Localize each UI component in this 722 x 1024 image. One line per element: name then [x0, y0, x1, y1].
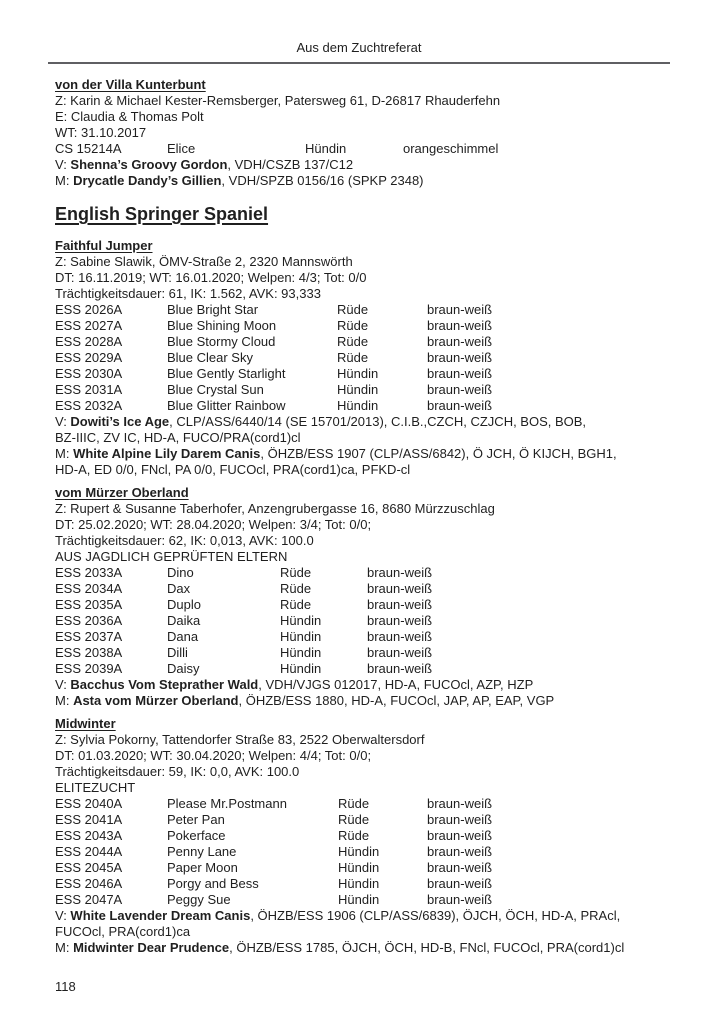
puppy-name: Daisy	[167, 661, 200, 676]
puppy-color: braun-weiß	[427, 876, 493, 891]
puppy-reg: ESS 2034A	[55, 581, 123, 596]
kennel-title: von der Villa Kunterbunt	[55, 77, 206, 92]
puppy-sex: Rüde	[338, 796, 370, 811]
puppy-row	[55, 318, 672, 334]
puppy-row	[55, 366, 672, 382]
puppy-reg: ESS 2027A	[55, 318, 123, 333]
breed-heading: English Springer Spaniel	[55, 204, 269, 224]
puppy-row	[55, 398, 672, 414]
puppy-row	[55, 860, 672, 876]
puppy-reg: ESS 2036A	[55, 613, 123, 628]
breeder-line: Z: Rupert & Susanne Taberhofer, Anzengrubergasse 16, 8680 Mürzzuschlag	[55, 501, 495, 516]
sire-label: V:	[55, 677, 71, 692]
puppy-name: Blue Clear Sky	[167, 350, 253, 365]
dam-titles: , ÖHZB/ESS 1907 (CLP/ASS/6842), Ö JCH, Ö KIJCH, BGH1,	[260, 446, 617, 461]
puppy-row	[55, 613, 672, 629]
sire-name: Dowiti’s Ice Age	[70, 414, 170, 429]
sire-line	[55, 414, 672, 430]
puppy-color: braun-weiß	[427, 302, 493, 317]
puppy-name: Peggy Sue	[167, 892, 231, 907]
puppy-name: Blue Glitter Rainbow	[167, 398, 286, 413]
puppy-color: braun-weiß	[427, 860, 493, 875]
sire-titles: , VDH/VJGS 012017, HD-A, FUCOcl, AZP, HZP	[258, 677, 534, 692]
puppy-sex: Hündin	[338, 860, 380, 875]
puppy-sex: Rüde	[338, 812, 370, 827]
sire-line	[55, 908, 672, 924]
sire-name: Bacchus Vom Steprather Wald	[70, 677, 259, 692]
puppy-row	[55, 844, 672, 860]
puppy-color: braun-weiß	[367, 629, 433, 644]
puppy-color: braun-weiß	[427, 796, 493, 811]
breeder-line: Z: Karin & Michael Kester-Remsberger, Patersweg 61, D-26817 Rhauderfehn	[55, 93, 501, 108]
puppy-reg: ESS 2035A	[55, 597, 123, 612]
sire-line-continued: FUCOcl, PRA(cord1)ca	[55, 924, 191, 939]
kennel-section-faithful-jumper	[55, 238, 672, 478]
puppy-sex: Rüde	[337, 350, 369, 365]
note-line: ELITEZUCHT	[55, 780, 136, 795]
puppy-row	[55, 350, 672, 366]
dam-label: M:	[55, 173, 74, 188]
puppy-sex: Hündin	[338, 876, 380, 891]
dam-line-continued: HD-A, ED 0/0, FNcl, PA 0/0, FUCOcl, PRA(cord1)ca, PFKD-cl	[55, 462, 411, 477]
puppy-name: Dax	[167, 581, 191, 596]
dam-titles: , ÖHZB/ESS 1785, ÖJCH, ÖCH, HD-B, FNcl, FUCOcl, PRA(cord1)cl	[229, 940, 625, 955]
puppy-name: Dino	[167, 565, 194, 580]
puppy-name: Porgy and Bess	[167, 876, 259, 891]
sire-name: Shenna’s Groovy Gordon	[70, 157, 228, 172]
puppy-sex: Hündin	[338, 892, 380, 907]
puppy-color: braun-weiß	[427, 828, 493, 843]
puppy-name: Daika	[167, 613, 201, 628]
kennel-section-midwinter	[55, 716, 672, 956]
sire-label: V:	[55, 414, 71, 429]
puppy-row	[55, 796, 672, 812]
puppy-name: Paper Moon	[167, 860, 238, 875]
puppy-sex: Hündin	[280, 613, 322, 628]
sire-line	[55, 677, 672, 693]
puppy-reg: ESS 2026A	[55, 302, 123, 317]
puppy-reg: ESS 2041A	[55, 812, 123, 827]
puppy-row	[55, 382, 672, 398]
note-line: AUS JAGDLICH GEPRÜFTEN ELTERN	[55, 549, 288, 564]
sire-line-continued: BZ-IIIC, ZV IC, HD-A, FUCO/PRA(cord1)cl	[55, 430, 301, 445]
sire-label: V:	[55, 157, 71, 172]
dam-titles: , VDH/SPZB 0156/16 (SPKP 2348)	[221, 173, 424, 188]
puppy-row	[55, 629, 672, 645]
puppy-name: Blue Bright Star	[167, 302, 259, 317]
puppy-color: braun-weiß	[427, 892, 493, 907]
puppy-row	[55, 302, 672, 318]
puppy-row	[55, 645, 672, 661]
puppy-row	[55, 581, 672, 597]
page-header	[48, 40, 670, 64]
puppy-row	[55, 892, 672, 908]
sire-line	[55, 157, 672, 173]
puppy-reg: ESS 2045A	[55, 860, 123, 875]
breeder-line: Z: Sabine Slawik, ÖMV-Straße 2, 2320 Mannswörth	[55, 254, 353, 269]
puppy-sex: Rüde	[280, 581, 312, 596]
puppy-color: braun-weiß	[427, 844, 493, 859]
kennel-title: Faithful Jumper	[55, 238, 153, 253]
puppy-color: braun-weiß	[427, 318, 493, 333]
puppy-reg: ESS 2028A	[55, 334, 123, 349]
puppy-sex: Hündin	[337, 398, 379, 413]
puppy-name: Please Mr.Postmann	[167, 796, 287, 811]
puppy-reg: ESS 2047A	[55, 892, 123, 907]
puppy-sex: Rüde	[338, 828, 370, 843]
puppy-name: Elice	[167, 141, 196, 156]
puppy-color: braun-weiß	[367, 581, 433, 596]
puppy-color: braun-weiß	[427, 334, 493, 349]
puppy-name: Dana	[167, 629, 199, 644]
puppy-reg: ESS 2039A	[55, 661, 123, 676]
dam-label: M:	[55, 446, 74, 461]
puppy-reg: ESS 2040A	[55, 796, 123, 811]
puppy-name: Blue Stormy Cloud	[167, 334, 276, 349]
dam-name: Drycatle Dandy’s Gillien	[73, 173, 222, 188]
sire-label: V:	[55, 908, 71, 923]
sire-name: White Lavender Dream Canis	[70, 908, 251, 923]
dates-line: DT: 01.03.2020; WT: 30.04.2020; Welpen: 4/4; Tot: 0/0;	[55, 748, 372, 763]
puppy-row	[55, 661, 672, 677]
puppy-sex: Hündin	[305, 141, 347, 156]
kennel-title: Midwinter	[55, 716, 116, 731]
puppy-color: braun-weiß	[367, 661, 433, 676]
sire-titles: , CLP/ASS/6440/14 (SE 15701/2013), C.I.B.,CZCH, CZJCH, BOS, BOB,	[169, 414, 587, 429]
puppy-reg: ESS 2046A	[55, 876, 123, 891]
stats-line: Trächtigkeitsdauer: 61, IK: 1.562, AVK: 93,333	[55, 286, 321, 301]
dam-line	[55, 940, 672, 956]
puppy-color: braun-weiß	[367, 565, 433, 580]
puppy-name: Penny Lane	[167, 844, 237, 859]
puppy-name: Pokerface	[167, 828, 226, 843]
whelp-date-line: WT: 31.10.2017	[55, 125, 147, 140]
puppy-reg: ESS 2032A	[55, 398, 123, 413]
puppy-sex: Rüde	[280, 565, 312, 580]
puppy-color: braun-weiß	[427, 350, 493, 365]
puppy-row	[55, 876, 672, 892]
dam-label: M:	[55, 693, 74, 708]
puppy-sex: Rüde	[337, 334, 369, 349]
puppy-sex: Hündin	[280, 629, 322, 644]
stats-line: Trächtigkeitsdauer: 62, IK: 0,013, AVK: 100.0	[55, 533, 314, 548]
puppy-reg: ESS 2038A	[55, 645, 123, 660]
sire-titles: , VDH/CSZB 137/C12	[227, 157, 354, 172]
puppy-name: Blue Crystal Sun	[167, 382, 264, 397]
puppy-sex: Rüde	[280, 597, 312, 612]
dam-line	[55, 173, 672, 189]
puppy-color: braun-weiß	[367, 597, 433, 612]
page-number: 118	[55, 979, 76, 994]
kennel-title: vom Mürzer Oberland	[55, 485, 189, 500]
dam-line	[55, 446, 672, 462]
puppy-reg: ESS 2029A	[55, 350, 123, 365]
puppy-name: Peter Pan	[167, 812, 225, 827]
dam-line	[55, 693, 672, 709]
dam-name: Asta vom Mürzer Oberland	[73, 693, 239, 708]
puppy-row	[55, 334, 672, 350]
puppy-sex: Hündin	[338, 844, 380, 859]
page-header-title: Aus dem Zuchtreferat	[296, 40, 422, 55]
puppy-reg: ESS 2033A	[55, 565, 123, 580]
sire-titles: , ÖHZB/ESS 1906 (CLP/ASS/6839), ÖJCH, ÖCH, HD-A, PRAcl,	[250, 908, 621, 923]
puppy-sex: Rüde	[337, 302, 369, 317]
puppy-reg: ESS 2043A	[55, 828, 123, 843]
puppy-color: braun-weiß	[427, 812, 493, 827]
puppy-color: braun-weiß	[367, 613, 433, 628]
puppy-row	[55, 597, 672, 613]
puppy-reg: ESS 2031A	[55, 382, 123, 397]
puppy-name: Blue Gently Starlight	[167, 366, 286, 381]
puppy-name: Duplo	[167, 597, 201, 612]
owner-line: E: Claudia & Thomas Polt	[55, 109, 204, 124]
puppy-reg: CS 15214A	[55, 141, 122, 156]
kennel-section-villa-kunterbunt	[55, 77, 672, 189]
puppy-color: orangeschimmel	[403, 141, 499, 156]
dam-name: White Alpine Lily Darem Canis	[73, 446, 261, 461]
stats-line: Trächtigkeitsdauer: 59, IK: 0,0, AVK: 100.0	[55, 764, 300, 779]
puppy-color: braun-weiß	[427, 382, 493, 397]
puppy-name: Dilli	[167, 645, 188, 660]
puppy-sex: Hündin	[337, 366, 379, 381]
puppy-reg: ESS 2030A	[55, 366, 123, 381]
dam-titles: , ÖHZB/ESS 1880, HD-A, FUCOcl, JAP, AP, EAP, VGP	[238, 693, 555, 708]
puppy-color: braun-weiß	[427, 398, 493, 413]
dates-line: DT: 16.11.2019; WT: 16.01.2020; Welpen: 4/3; Tot: 0/0	[55, 270, 367, 285]
puppy-color: braun-weiß	[427, 366, 493, 381]
puppy-sex: Hündin	[280, 661, 322, 676]
puppy-row	[55, 812, 672, 828]
dam-name: Midwinter Dear Prudence	[73, 940, 230, 955]
puppy-color: braun-weiß	[367, 645, 433, 660]
puppy-reg: ESS 2037A	[55, 629, 123, 644]
puppy-sex: Hündin	[337, 382, 379, 397]
dates-line: DT: 25.02.2020; WT: 28.04.2020; Welpen: 3/4; Tot: 0/0;	[55, 517, 372, 532]
kennel-section-muerzer-oberland	[55, 485, 672, 709]
puppy-reg: ESS 2044A	[55, 844, 123, 859]
puppy-row	[55, 828, 672, 844]
dam-label: M:	[55, 940, 74, 955]
breeder-line: Z: Sylvia Pokorny, Tattendorfer Straße 83, 2522 Oberwaltersdorf	[55, 732, 425, 747]
puppy-sex: Hündin	[280, 645, 322, 660]
puppy-row	[55, 141, 672, 157]
puppy-name: Blue Shining Moon	[167, 318, 277, 333]
puppy-sex: Rüde	[337, 318, 369, 333]
puppy-row	[55, 565, 672, 581]
